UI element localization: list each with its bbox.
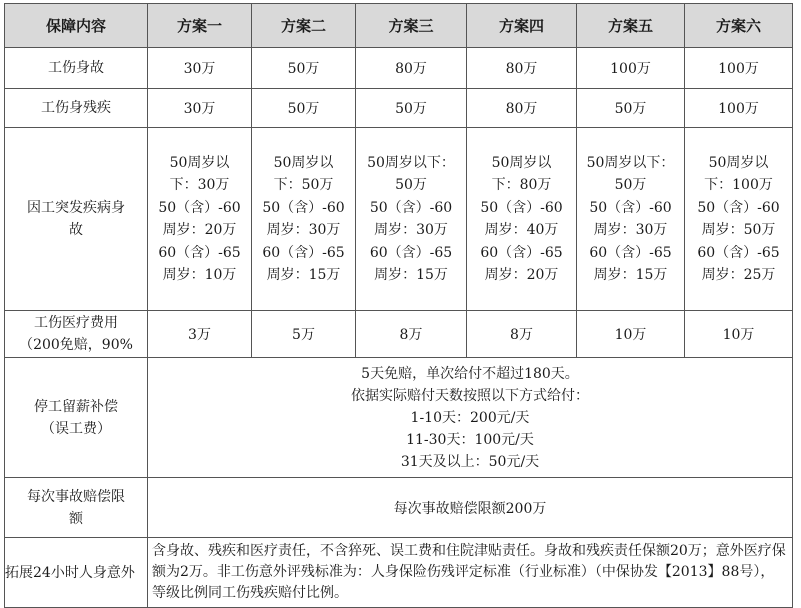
header-plan-5: 方案五 — [577, 4, 685, 48]
cell-line: 50（含）-60 — [480, 199, 563, 216]
cell-line: 50万 — [614, 177, 647, 193]
cell-line: 50周岁以 — [708, 154, 769, 171]
cell-plan-5: 10万 — [577, 311, 685, 358]
lost-wages-content — [148, 358, 793, 478]
extension-content: 含身故、残疾和医疗责任，不含猝死、误工费和住院津贴责任。身故和残疾责任保额20万；意外医疗保额为2万。非工伤意外评残标准为：人身保险伤残评定标准（行业标准）（中保协发【2013】88号），等级比例同工伤残疾赔付比例。 — [148, 538, 793, 608]
cell-plan-2: 5万 — [252, 311, 356, 358]
cell-line: 下：80万 — [491, 177, 552, 193]
cell-line: 周岁：50万 — [701, 222, 776, 238]
cell-plan-5: 100万 — [577, 48, 685, 89]
content-line: 11-30天：100元/天 — [406, 431, 534, 448]
row-label: 工伤身残疾 — [5, 89, 148, 128]
header-row — [5, 4, 793, 48]
cell-line: 60（含）-65 — [158, 244, 241, 261]
cell-plan-1 — [148, 128, 252, 311]
cell-plan-1: 30万 — [148, 89, 252, 128]
row-label: 拓展24小时人身意外 — [5, 538, 148, 608]
cell-plan-3: 8万 — [356, 311, 467, 358]
cell-line: 60（含）-65 — [589, 244, 672, 261]
cell-line: 周岁：30万 — [374, 222, 448, 238]
header-plan-4: 方案四 — [467, 4, 577, 48]
cell-plan-4: 80万 — [467, 48, 577, 89]
cell-line: 周岁：20万 — [162, 222, 237, 238]
cell-line: 周岁：15万 — [266, 267, 341, 283]
content-line: 5天免赔，单次给付不超过180天。 — [361, 365, 579, 382]
row-work-injury-death — [5, 48, 793, 89]
cell-line: 60（含）-65 — [480, 244, 563, 261]
row-label — [5, 358, 148, 478]
row-label-line: 额 — [69, 510, 83, 527]
cell-line: 50（含）-60 — [158, 199, 241, 216]
cell-line: 周岁：20万 — [484, 267, 559, 283]
row-lost-wages — [5, 358, 793, 478]
cell-line: 60（含）-65 — [697, 244, 780, 261]
cell-plan-6: 10万 — [685, 311, 793, 358]
cell-line: 周岁：30万 — [266, 222, 341, 238]
header-plan-2: 方案二 — [252, 4, 356, 48]
cell-line: 60（含）-65 — [262, 244, 345, 261]
row-work-injury-disability — [5, 89, 793, 128]
row-label — [5, 478, 148, 538]
row-label-line: 停工留薪补偿 — [34, 398, 118, 415]
cell-line: 50周岁以 — [169, 154, 230, 171]
row-sudden-illness-death — [5, 128, 793, 311]
cell-line: 50周岁以 — [273, 154, 334, 171]
cell-plan-5: 50万 — [577, 89, 685, 128]
cell-line: 周岁：15万 — [374, 267, 448, 283]
content-line: 依据实际赔付天数按照以下方式给付： — [351, 387, 589, 404]
cell-line: 周岁：15万 — [593, 267, 668, 283]
content-line: 31天及以上：50元/天 — [400, 453, 540, 470]
cell-plan-4: 80万 — [467, 89, 577, 128]
cell-line: 下：100万 — [704, 177, 773, 193]
header-plan-3: 方案三 — [356, 4, 467, 48]
cell-plan-4 — [467, 128, 577, 311]
cell-line: 周岁：25万 — [701, 267, 776, 283]
cell-plan-3: 50万 — [356, 89, 467, 128]
row-label: 工伤身故 — [5, 48, 148, 89]
cell-line: 50（含）-60 — [262, 199, 345, 216]
cell-line: 50周岁以 — [491, 154, 552, 171]
cell-plan-2: 50万 — [252, 48, 356, 89]
cell-line: 周岁：10万 — [162, 267, 237, 283]
cell-line: 50（含）-60 — [589, 199, 672, 216]
cell-line: 周岁：40万 — [484, 222, 559, 238]
row-label-line: 工伤医疗费用 — [34, 315, 118, 331]
cell-plan-6: 100万 — [685, 89, 793, 128]
cell-line: 下：50万 — [273, 177, 334, 193]
coverage-table — [4, 3, 793, 608]
cell-plan-6 — [685, 128, 793, 311]
cell-plan-2 — [252, 128, 356, 311]
cell-line: 下：30万 — [169, 177, 230, 193]
cell-plan-6: 100万 — [685, 48, 793, 89]
row-24h-accident-extension — [5, 538, 793, 608]
cell-line: 50万 — [395, 177, 427, 193]
row-label-line: 因工突发疾病身 — [27, 200, 125, 216]
cell-plan-3: 80万 — [356, 48, 467, 89]
cell-line: 50周岁以下： — [586, 154, 675, 171]
row-label-line: 故 — [69, 222, 83, 238]
header-plan-6: 方案六 — [685, 4, 793, 48]
row-per-accident-limit — [5, 478, 793, 538]
cell-plan-3 — [356, 128, 467, 311]
cell-plan-4: 8万 — [467, 311, 577, 358]
cell-plan-1: 3万 — [148, 311, 252, 358]
row-label-line: 每次事故赔偿限 — [27, 488, 125, 505]
per-accident-content: 每次事故赔偿限额200万 — [148, 478, 793, 538]
cell-line: 50周岁以下： — [367, 154, 455, 171]
cell-plan-5 — [577, 128, 685, 311]
row-medical-expense — [5, 311, 793, 358]
row-label — [5, 128, 148, 311]
cell-line: 周岁：30万 — [593, 222, 668, 238]
cell-line: 60（含）-65 — [369, 244, 453, 261]
content-line: 1-10天：200元/天 — [410, 409, 530, 426]
header-plan-1: 方案一 — [148, 4, 252, 48]
row-label-line: （200免赔，90% — [19, 337, 133, 353]
row-label — [5, 311, 148, 358]
cell-line: 50（含）-60 — [697, 199, 780, 216]
header-coverage: 保障内容 — [5, 4, 148, 48]
cell-plan-1: 30万 — [148, 48, 252, 89]
cell-line: 50（含）-60 — [369, 199, 453, 216]
row-label-line: （误工费） — [41, 420, 111, 437]
cell-plan-2: 50万 — [252, 89, 356, 128]
